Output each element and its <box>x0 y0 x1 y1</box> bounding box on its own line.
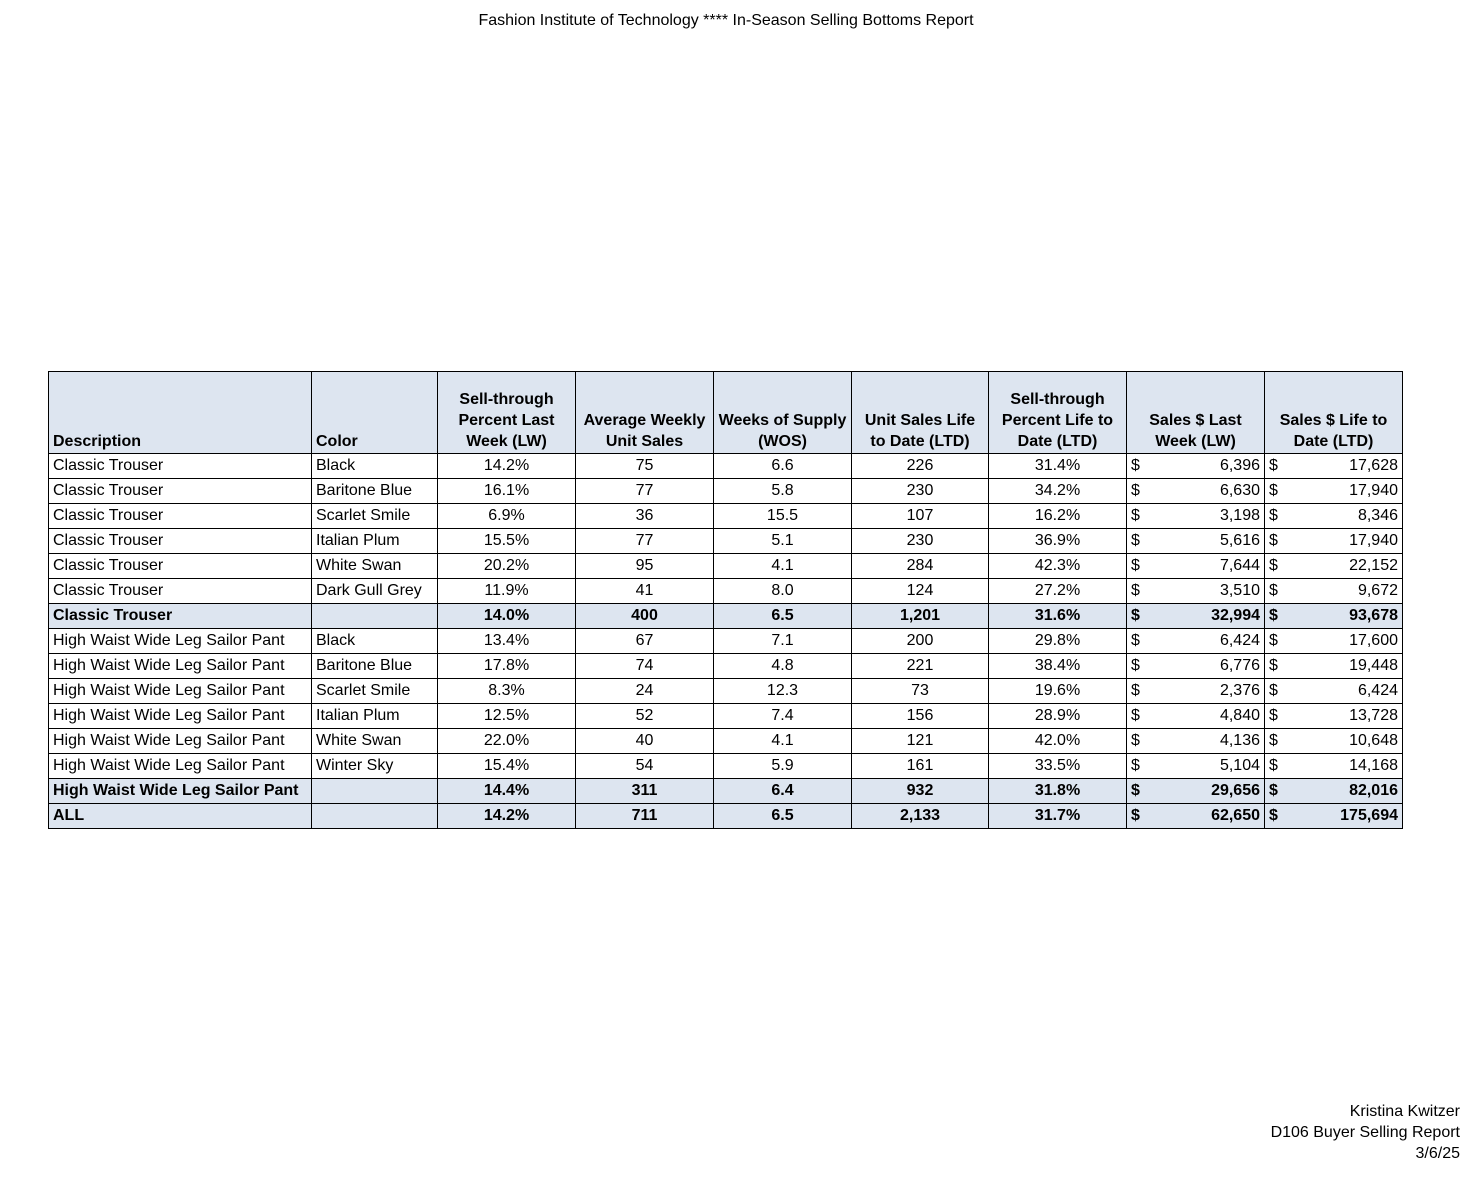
cell-st-lw: 14.2% <box>438 454 576 479</box>
cell-st-ltd: 34.2% <box>989 479 1127 504</box>
cell-sales-lw <box>1127 679 1265 704</box>
currency-symbol: $ <box>1131 457 1140 474</box>
currency-symbol: $ <box>1131 707 1140 724</box>
subtotal-row <box>49 604 1403 629</box>
cell-st-lw: 15.5% <box>438 529 576 554</box>
currency-symbol: $ <box>1269 732 1278 749</box>
amount-value: 2,376 <box>1219 682 1260 699</box>
amount-value: 17,940 <box>1349 532 1398 549</box>
currency-symbol: $ <box>1269 532 1278 549</box>
cell-units-ltd: 121 <box>852 729 989 754</box>
cell-wos: 15.5 <box>714 504 852 529</box>
header-sell-through-ltd: Sell-through Percent Life to Date (LTD) <box>989 372 1127 454</box>
table-row <box>49 679 1403 704</box>
cell-wos: 6.6 <box>714 454 852 479</box>
cell-st-ltd: 31.6% <box>989 604 1127 629</box>
currency-symbol: $ <box>1269 657 1278 674</box>
amount-value: 17,600 <box>1349 632 1398 649</box>
amount-value: 7,644 <box>1219 557 1260 574</box>
cell-units-ltd: 1,201 <box>852 604 989 629</box>
cell-units-ltd: 284 <box>852 554 989 579</box>
cell-wos: 12.3 <box>714 679 852 704</box>
cell-color: White Swan <box>312 729 438 754</box>
cell-wos: 4.1 <box>714 554 852 579</box>
cell-sales-lw <box>1127 754 1265 779</box>
cell-avg-weekly: 95 <box>576 554 714 579</box>
cell-sales-ltd <box>1265 704 1403 729</box>
amount-value: 6,396 <box>1219 457 1260 474</box>
cell-description: High Waist Wide Leg Sailor Pant <box>49 654 312 679</box>
cell-st-ltd: 38.4% <box>989 654 1127 679</box>
cell-units-ltd: 156 <box>852 704 989 729</box>
amount-value: 82,016 <box>1349 782 1398 799</box>
currency-symbol: $ <box>1131 632 1140 649</box>
cell-wos: 6.5 <box>714 604 852 629</box>
cell-wos: 7.1 <box>714 629 852 654</box>
cell-description: ALL <box>49 804 312 829</box>
cell-st-lw: 13.4% <box>438 629 576 654</box>
footer-date: 3/6/25 <box>1415 1145 1460 1162</box>
cell-avg-weekly: 77 <box>576 529 714 554</box>
table-row <box>49 754 1403 779</box>
grand-total-row <box>49 804 1403 829</box>
cell-st-lw: 6.9% <box>438 504 576 529</box>
cell-description: High Waist Wide Leg Sailor Pant <box>49 754 312 779</box>
cell-sales-lw <box>1127 654 1265 679</box>
cell-st-ltd: 31.8% <box>989 779 1127 804</box>
table-row <box>49 504 1403 529</box>
cell-avg-weekly: 41 <box>576 579 714 604</box>
cell-st-ltd: 27.2% <box>989 579 1127 604</box>
amount-value: 4,136 <box>1219 732 1260 749</box>
amount-value: 93,678 <box>1349 607 1398 624</box>
header-sales-lw: Sales $ Last Week (LW) <box>1127 372 1265 454</box>
cell-st-lw: 14.0% <box>438 604 576 629</box>
cell-color: White Swan <box>312 554 438 579</box>
currency-symbol: $ <box>1269 482 1278 499</box>
cell-units-ltd: 932 <box>852 779 989 804</box>
currency-symbol: $ <box>1269 682 1278 699</box>
header-unit-sales-ltd: Unit Sales Life to Date (LTD) <box>852 372 989 454</box>
cell-units-ltd: 200 <box>852 629 989 654</box>
table-row <box>49 654 1403 679</box>
cell-st-lw: 14.4% <box>438 779 576 804</box>
cell-units-ltd: 2,133 <box>852 804 989 829</box>
table-row <box>49 629 1403 654</box>
cell-sales-ltd <box>1265 479 1403 504</box>
cell-description: Classic Trouser <box>49 454 312 479</box>
cell-units-ltd: 226 <box>852 454 989 479</box>
cell-st-ltd: 36.9% <box>989 529 1127 554</box>
cell-sales-ltd <box>1265 679 1403 704</box>
currency-symbol: $ <box>1131 807 1140 824</box>
cell-wos: 4.8 <box>714 654 852 679</box>
cell-description: High Waist Wide Leg Sailor Pant <box>49 704 312 729</box>
cell-color: Baritone Blue <box>312 654 438 679</box>
table-body <box>49 454 1403 829</box>
cell-description: Classic Trouser <box>49 504 312 529</box>
cell-st-lw: 12.5% <box>438 704 576 729</box>
currency-symbol: $ <box>1131 482 1140 499</box>
cell-description: Classic Trouser <box>49 529 312 554</box>
amount-value: 5,616 <box>1219 532 1260 549</box>
cell-st-lw: 8.3% <box>438 679 576 704</box>
cell-st-lw: 11.9% <box>438 579 576 604</box>
amount-value: 14,168 <box>1349 757 1398 774</box>
cell-avg-weekly: 52 <box>576 704 714 729</box>
cell-st-ltd: 31.7% <box>989 804 1127 829</box>
report-footer <box>1271 1101 1460 1164</box>
cell-sales-ltd <box>1265 504 1403 529</box>
amount-value: 3,510 <box>1219 582 1260 599</box>
currency-symbol: $ <box>1131 557 1140 574</box>
currency-symbol: $ <box>1131 757 1140 774</box>
cell-wos: 4.1 <box>714 729 852 754</box>
currency-symbol: $ <box>1131 782 1140 799</box>
cell-avg-weekly: 24 <box>576 679 714 704</box>
cell-st-lw: 22.0% <box>438 729 576 754</box>
cell-sales-ltd <box>1265 604 1403 629</box>
cell-color: Black <box>312 629 438 654</box>
cell-color: Italian Plum <box>312 704 438 729</box>
table-row <box>49 554 1403 579</box>
amount-value: 29,656 <box>1211 782 1260 799</box>
cell-st-lw: 17.8% <box>438 654 576 679</box>
selling-report-table <box>48 371 1403 829</box>
currency-symbol: $ <box>1269 782 1278 799</box>
cell-units-ltd: 230 <box>852 479 989 504</box>
cell-wos: 7.4 <box>714 704 852 729</box>
amount-value: 3,198 <box>1219 507 1260 524</box>
amount-value: 17,940 <box>1349 482 1398 499</box>
cell-units-ltd: 73 <box>852 679 989 704</box>
cell-description: Classic Trouser <box>49 604 312 629</box>
cell-sales-lw <box>1127 454 1265 479</box>
cell-sales-ltd <box>1265 654 1403 679</box>
cell-color: Italian Plum <box>312 529 438 554</box>
currency-symbol: $ <box>1269 582 1278 599</box>
cell-description: High Waist Wide Leg Sailor Pant <box>49 629 312 654</box>
cell-avg-weekly: 74 <box>576 654 714 679</box>
cell-sales-ltd <box>1265 554 1403 579</box>
cell-sales-ltd <box>1265 754 1403 779</box>
cell-sales-lw <box>1127 629 1265 654</box>
cell-wos: 8.0 <box>714 579 852 604</box>
footer-author: Kristina Kwitzer <box>1349 1103 1460 1120</box>
cell-color: Baritone Blue <box>312 479 438 504</box>
cell-units-ltd: 221 <box>852 654 989 679</box>
header-weeks-of-supply: Weeks of Supply (WOS) <box>714 372 852 454</box>
cell-color: Black <box>312 454 438 479</box>
amount-value: 32,994 <box>1211 607 1260 624</box>
currency-symbol: $ <box>1131 682 1140 699</box>
cell-avg-weekly: 711 <box>576 804 714 829</box>
cell-st-lw: 20.2% <box>438 554 576 579</box>
currency-symbol: $ <box>1131 507 1140 524</box>
currency-symbol: $ <box>1131 582 1140 599</box>
table-row <box>49 479 1403 504</box>
cell-sales-lw <box>1127 804 1265 829</box>
cell-sales-ltd <box>1265 729 1403 754</box>
cell-sales-lw <box>1127 604 1265 629</box>
currency-symbol: $ <box>1131 732 1140 749</box>
cell-sales-lw <box>1127 579 1265 604</box>
cell-color: Dark Gull Grey <box>312 579 438 604</box>
amount-value: 6,424 <box>1357 682 1398 699</box>
currency-symbol: $ <box>1269 607 1278 624</box>
currency-symbol: $ <box>1131 657 1140 674</box>
cell-sales-ltd <box>1265 629 1403 654</box>
currency-symbol: $ <box>1131 532 1140 549</box>
cell-sales-ltd <box>1265 804 1403 829</box>
cell-description: Classic Trouser <box>49 479 312 504</box>
cell-sales-ltd <box>1265 454 1403 479</box>
cell-avg-weekly: 311 <box>576 779 714 804</box>
header-sales-ltd: Sales $ Life to Date (LTD) <box>1265 372 1403 454</box>
header-average-weekly-unit-sales: Average Weekly Unit Sales <box>576 372 714 454</box>
cell-avg-weekly: 67 <box>576 629 714 654</box>
table-row <box>49 729 1403 754</box>
amount-value: 62,650 <box>1211 807 1260 824</box>
cell-units-ltd: 107 <box>852 504 989 529</box>
cell-color: Winter Sky <box>312 754 438 779</box>
currency-symbol: $ <box>1269 457 1278 474</box>
cell-sales-lw <box>1127 554 1265 579</box>
amount-value: 13,728 <box>1349 707 1398 724</box>
cell-avg-weekly: 77 <box>576 479 714 504</box>
cell-st-lw: 16.1% <box>438 479 576 504</box>
amount-value: 10,648 <box>1349 732 1398 749</box>
amount-value: 5,104 <box>1219 757 1260 774</box>
amount-value: 6,630 <box>1219 482 1260 499</box>
currency-symbol: $ <box>1269 557 1278 574</box>
cell-st-ltd: 31.4% <box>989 454 1127 479</box>
currency-symbol: $ <box>1269 757 1278 774</box>
cell-units-ltd: 124 <box>852 579 989 604</box>
cell-st-ltd: 42.3% <box>989 554 1127 579</box>
cell-wos: 5.9 <box>714 754 852 779</box>
cell-avg-weekly: 54 <box>576 754 714 779</box>
currency-symbol: $ <box>1269 707 1278 724</box>
currency-symbol: $ <box>1269 507 1278 524</box>
table-row <box>49 454 1403 479</box>
cell-description: Classic Trouser <box>49 554 312 579</box>
cell-units-ltd: 161 <box>852 754 989 779</box>
cell-st-lw: 14.2% <box>438 804 576 829</box>
cell-sales-ltd <box>1265 529 1403 554</box>
cell-sales-ltd <box>1265 579 1403 604</box>
cell-st-ltd: 33.5% <box>989 754 1127 779</box>
header-sell-through-lw: Sell-through Percent Last Week (LW) <box>438 372 576 454</box>
cell-st-lw: 15.4% <box>438 754 576 779</box>
cell-st-ltd: 29.8% <box>989 629 1127 654</box>
cell-color <box>312 804 438 829</box>
amount-value: 175,694 <box>1340 807 1398 824</box>
table-header <box>49 372 1403 454</box>
table-row <box>49 529 1403 554</box>
cell-sales-lw <box>1127 729 1265 754</box>
cell-wos: 5.8 <box>714 479 852 504</box>
cell-description: Classic Trouser <box>49 579 312 604</box>
cell-sales-lw <box>1127 704 1265 729</box>
cell-description: High Waist Wide Leg Sailor Pant <box>49 729 312 754</box>
table-row <box>49 579 1403 604</box>
report-title: Fashion Institute of Technology **** In-Season Selling Bottoms Report <box>478 12 974 29</box>
header-description: Description <box>49 372 312 454</box>
cell-sales-lw <box>1127 504 1265 529</box>
cell-avg-weekly: 400 <box>576 604 714 629</box>
cell-wos: 6.5 <box>714 804 852 829</box>
amount-value: 6,424 <box>1219 632 1260 649</box>
cell-sales-lw <box>1127 479 1265 504</box>
header-color: Color <box>312 372 438 454</box>
amount-value: 9,672 <box>1357 582 1398 599</box>
cell-avg-weekly: 36 <box>576 504 714 529</box>
cell-color <box>312 779 438 804</box>
cell-color <box>312 604 438 629</box>
cell-sales-ltd <box>1265 779 1403 804</box>
cell-st-ltd: 28.9% <box>989 704 1127 729</box>
currency-symbol: $ <box>1131 607 1140 624</box>
cell-units-ltd: 230 <box>852 529 989 554</box>
cell-sales-lw <box>1127 779 1265 804</box>
cell-color: Scarlet Smile <box>312 679 438 704</box>
amount-value: 19,448 <box>1349 657 1398 674</box>
cell-wos: 5.1 <box>714 529 852 554</box>
amount-value: 6,776 <box>1219 657 1260 674</box>
amount-value: 8,346 <box>1357 507 1398 524</box>
amount-value: 17,628 <box>1349 457 1398 474</box>
cell-avg-weekly: 75 <box>576 454 714 479</box>
amount-value: 4,840 <box>1219 707 1260 724</box>
subtotal-row <box>49 779 1403 804</box>
cell-wos: 6.4 <box>714 779 852 804</box>
cell-sales-lw <box>1127 529 1265 554</box>
currency-symbol: $ <box>1269 632 1278 649</box>
amount-value: 22,152 <box>1349 557 1398 574</box>
cell-st-ltd: 16.2% <box>989 504 1127 529</box>
cell-description: High Waist Wide Leg Sailor Pant <box>49 779 312 804</box>
currency-symbol: $ <box>1269 807 1278 824</box>
table-row <box>49 704 1403 729</box>
cell-avg-weekly: 40 <box>576 729 714 754</box>
footer-report-name: D106 Buyer Selling Report <box>1270 1124 1460 1141</box>
cell-st-ltd: 42.0% <box>989 729 1127 754</box>
cell-color: Scarlet Smile <box>312 504 438 529</box>
cell-description: High Waist Wide Leg Sailor Pant <box>49 679 312 704</box>
cell-st-ltd: 19.6% <box>989 679 1127 704</box>
